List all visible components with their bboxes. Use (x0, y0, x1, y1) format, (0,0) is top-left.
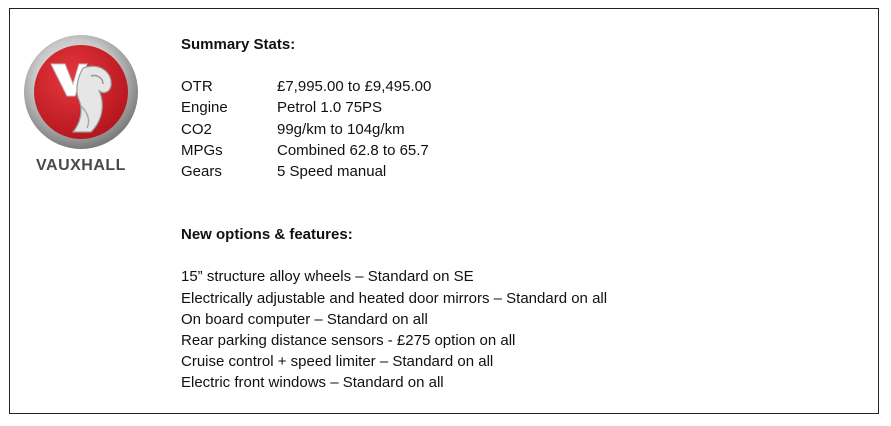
stat-value: Petrol 1.0 75PS (277, 99, 383, 117)
stat-key: CO2 (181, 120, 212, 138)
summary-content (181, 34, 607, 394)
features-heading: New options & features: (181, 226, 353, 244)
stats-row (181, 161, 431, 182)
brand-name: VAUXHALL (36, 157, 126, 174)
feature-item: Rear parking distance sensors - £275 option on all (181, 331, 516, 349)
stats-row (181, 76, 431, 97)
stats-row (181, 140, 431, 161)
feature-item: 15” structure alloy wheels – Standard on SE (181, 268, 474, 286)
vauxhall-logo (21, 34, 141, 174)
stat-key: MPGs (181, 141, 223, 159)
feature-item: On board computer – Standard on all (181, 310, 428, 328)
vauxhall-griffin-icon (21, 34, 141, 154)
summary-stats-table (181, 76, 431, 182)
feature-item: Electrically adjustable and heated door mirrors – Standard on all (181, 289, 608, 307)
stat-key: Gears (181, 163, 222, 181)
stat-value: Combined 62.8 to 65.7 (277, 141, 429, 159)
stats-row (181, 119, 431, 140)
stat-value: £7,995.00 to £9,495.00 (277, 78, 432, 96)
feature-item: Electric front windows – Standard on all (181, 374, 444, 392)
features-list (181, 266, 607, 393)
stats-row (181, 97, 431, 118)
stat-value: 99g/km to 104g/km (277, 120, 405, 138)
stat-key: Engine (181, 99, 228, 117)
stat-key: OTR (181, 78, 213, 96)
summary-heading: Summary Stats: (181, 36, 296, 53)
feature-item: Cruise control + speed limiter – Standard on all (181, 353, 494, 371)
stat-value: 5 Speed manual (277, 163, 387, 181)
